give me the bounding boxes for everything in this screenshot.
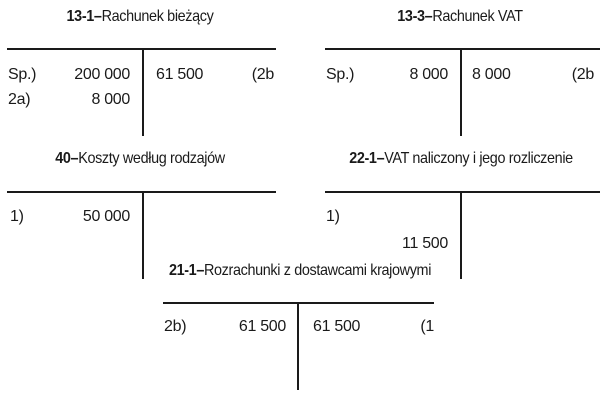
account-name: VAT naliczony i jego rozliczenie (384, 150, 573, 167)
t-account-divider (460, 48, 462, 136)
account-name: Rachunek VAT (432, 8, 523, 25)
debit-ref: 1) (10, 208, 24, 225)
title-separator: – (70, 150, 79, 167)
debit-ref: Sp.) (8, 66, 37, 83)
debit-amount: 8 000 (91, 91, 130, 108)
credit-ref: (2b (571, 66, 594, 83)
account-title-21-1 (165, 262, 435, 280)
account-title-40 (50, 150, 230, 168)
account-title-13-1 (59, 8, 221, 26)
credit-ref: (2b (251, 66, 274, 83)
account-title-22-1 (343, 150, 579, 168)
title-separator: – (196, 262, 204, 279)
title-separator: – (376, 150, 385, 167)
t-account-top-line (325, 48, 600, 50)
credit-ref: (1 (420, 318, 434, 335)
account-code: 13-3 (397, 8, 425, 25)
credit-amount: 61 500 (156, 66, 204, 83)
debit-amount: 200 000 (74, 66, 130, 83)
debit-amount: 8 000 (409, 66, 448, 83)
debit-ref: 1) (326, 208, 340, 225)
credit-amount: 61 500 (313, 318, 361, 335)
t-account-divider (460, 191, 462, 279)
account-code: 40 (55, 150, 71, 167)
debit-amount: 61 500 (238, 318, 286, 335)
debit-ref: Sp.) (326, 66, 355, 83)
t-account-top-line (325, 191, 600, 193)
account-code: 21-1 (168, 262, 197, 279)
credit-amount: 8 000 (472, 66, 511, 83)
account-name: Rachunek bieżący (101, 8, 214, 25)
account-code: 13-1 (66, 8, 94, 25)
account-name: Koszty według rodzajów (78, 150, 225, 167)
debit-amount: 11 500 (402, 235, 448, 252)
account-title-13-3 (370, 8, 550, 26)
debit-ref: 2b) (164, 318, 187, 335)
t-account-divider (142, 48, 144, 136)
debit-amount: 50 000 (82, 208, 130, 225)
title-separator: – (93, 8, 102, 25)
debit-ref: 2a) (8, 91, 31, 108)
account-code: 22-1 (349, 150, 377, 167)
t-account-divider (297, 302, 299, 390)
title-separator: – (424, 8, 433, 25)
account-name: Rozrachunki z dostawcami krajowymi (203, 262, 432, 279)
t-account-divider (142, 191, 144, 279)
